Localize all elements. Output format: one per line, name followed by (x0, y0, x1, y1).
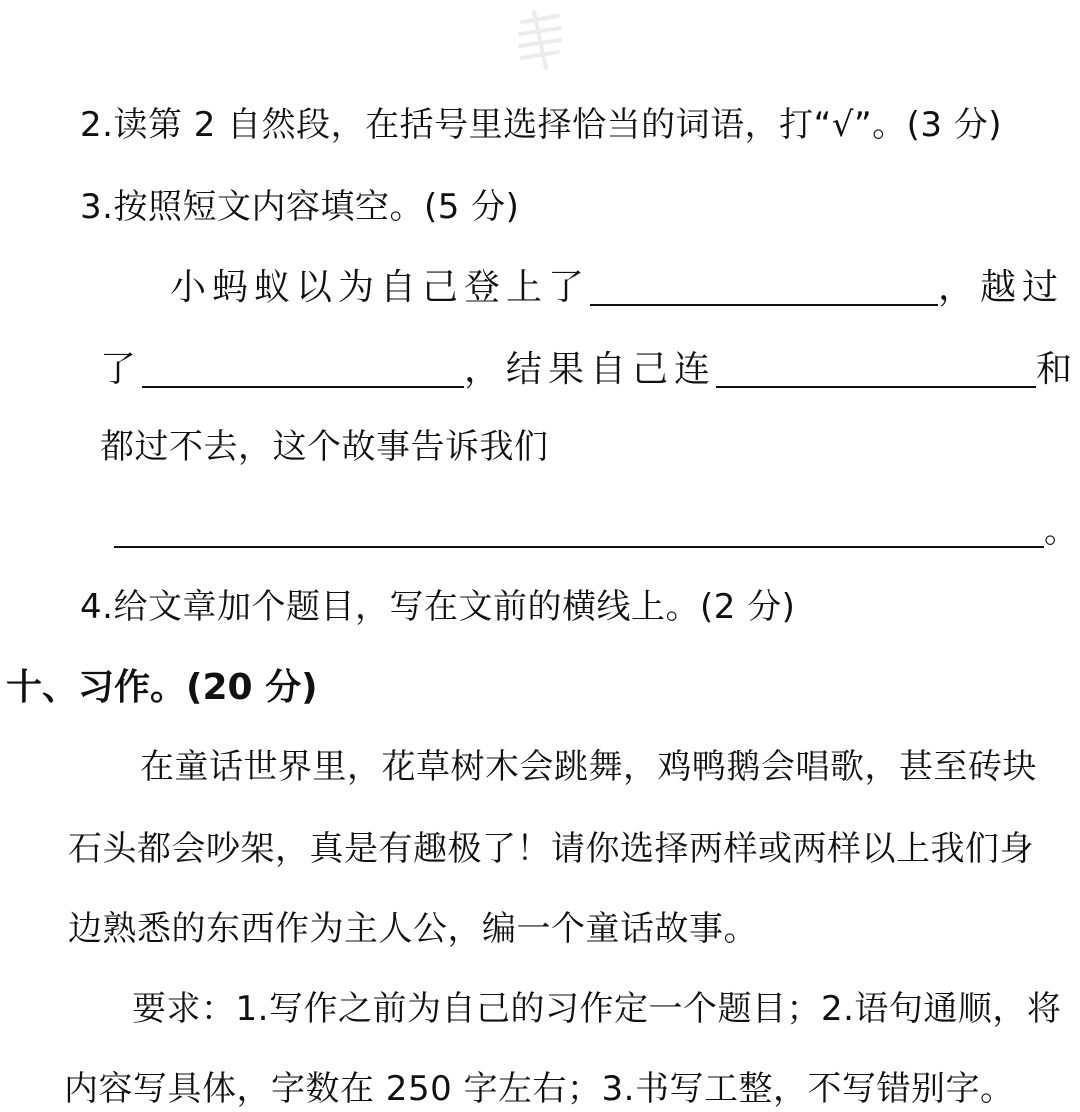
question-4: 4.给文章加个题目，写在文前的横线上。(2 分) (80, 587, 796, 627)
requirements-line-1: 要求：1.写作之前为自己的习作定一个题目；2.语句通顺，将 (132, 989, 1062, 1029)
section-title: 十、习作。(20 分) (6, 667, 318, 708)
fill-end-mark: 。 (1044, 511, 1079, 551)
fill-line-2 (100, 350, 1078, 388)
fill-blank-1[interactable] (590, 268, 938, 306)
fill-blank-4[interactable] (114, 510, 1044, 548)
question-2: 2.读第 2 自然段，在括号里选择恰当的词语，打“√”。(3 分) (80, 105, 1003, 145)
fill-text-5: 和 (1036, 349, 1079, 390)
fill-text-2: ，越过 (938, 267, 1065, 308)
question-3: 3.按照短文内容填空。(5 分) (80, 187, 520, 227)
fill-text-1: 小蚂蚁以为自己登上了 (170, 267, 591, 308)
essay-line-3: 边熟悉的东西作为主人公，编一个童话故事。 (68, 909, 758, 949)
essay-line-2: 石头都会吵架，真是有趣极了！请你选择两样或两样以上我们身 (68, 829, 1034, 869)
requirements-line-2: 内容写具体，字数在 250 字左右；3.书写工整，不写错别字。 (64, 1069, 1015, 1109)
watermark-logo (512, 8, 568, 72)
fill-line-1 (170, 268, 1064, 306)
essay-line-1: 在童话世界里，花草树木会跳舞，鸡鸭鹅会唱歌，甚至砖块 (140, 747, 1037, 787)
fill-text-4: ，结果自己连 (464, 349, 717, 390)
fill-blank-2[interactable] (142, 350, 464, 388)
fill-text-3: 了 (100, 349, 143, 390)
fill-blank-3[interactable] (716, 350, 1036, 388)
fill-line-4 (114, 510, 1079, 551)
fill-line-3: 都过不去，这个故事告诉我们 (100, 427, 549, 467)
